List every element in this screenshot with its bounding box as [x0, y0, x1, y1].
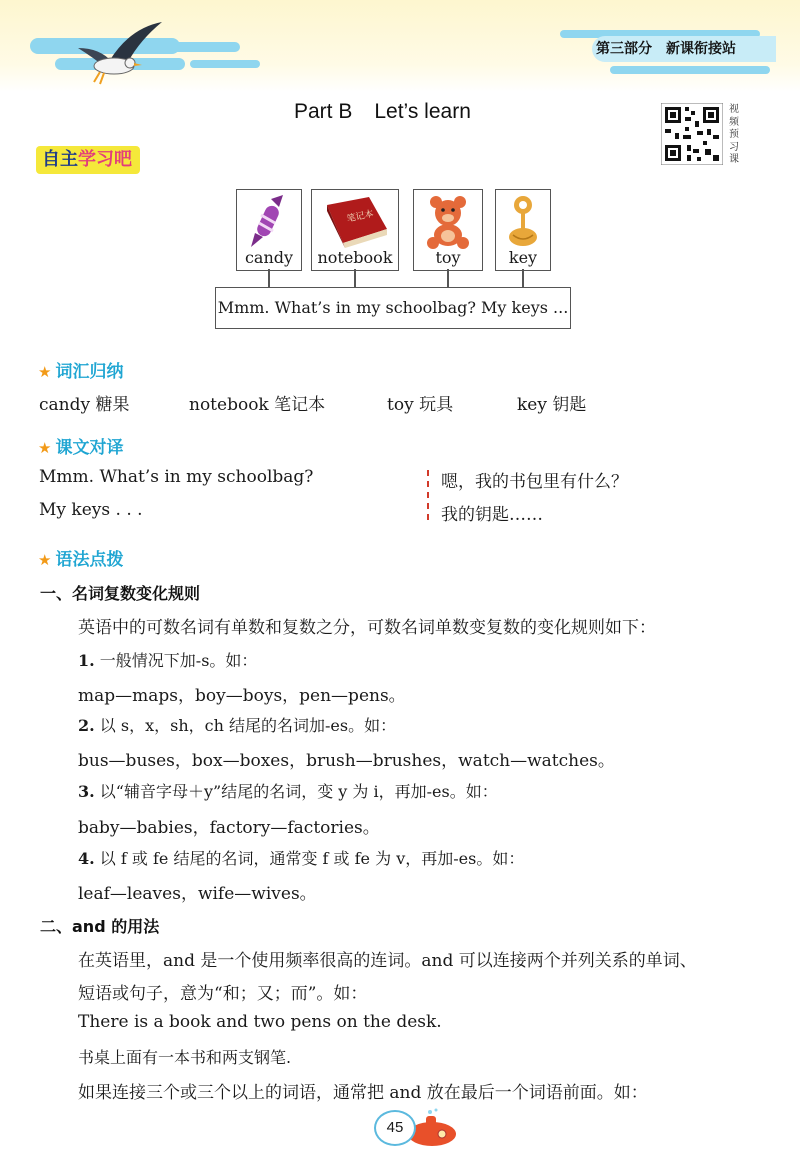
and-usage-line: 如果连接三个或三个以上的词语，通常把 and 放在最后一个词语前面。如： [78, 1083, 648, 1103]
and-usage-line: There is a book and two pens on the desk. [78, 1012, 442, 1032]
rule-title: 3. 以“辅音字母＋y”结尾的名词，变 y 为 i，再加-es。如： [78, 782, 498, 801]
rule-example: map—maps，boy—boys，pen—pens。 [78, 686, 406, 706]
section-heading-vocab: ★ 词汇归纳 [38, 362, 124, 382]
lesson-name: Let’s learn [374, 100, 471, 123]
and-usage-line: 短语或句子，意为“和；又；而”。如： [78, 984, 368, 1004]
picture-card-toy [413, 189, 483, 271]
picture-card-key [495, 189, 551, 271]
dialogue-zh-line: 我的钥匙…… [441, 505, 543, 525]
rule-example: leaf—leaves，wife—wives。 [78, 884, 317, 904]
notebook-cover-text: 笔记本 [346, 209, 375, 225]
page-number: 45 [374, 1110, 416, 1146]
vocab-item: key 钥匙 [517, 395, 587, 415]
picture-label: toy [435, 248, 461, 267]
picture-label: key [508, 248, 538, 267]
key-icon [503, 193, 543, 249]
dialogue-en-line: Mmm. What’s in my schoolbag? [39, 467, 314, 487]
qr-caption: 视 频 预 习 课 [729, 104, 739, 165]
and-usage-line: 书桌上面有一本书和两支钢笔. [78, 1048, 292, 1067]
rule-example: baby—babies，factory—factories。 [78, 818, 380, 838]
section-label: 第三部分 [596, 41, 652, 57]
connector-line [268, 269, 270, 287]
lesson-title [294, 100, 471, 124]
dialogue-zh-line: 嗯，我的书包里有什么？ [441, 472, 628, 492]
candy-icon [241, 193, 297, 249]
qr-code-icon[interactable] [661, 103, 723, 165]
study-badge: 自主学习吧 [36, 146, 140, 174]
star-icon: ★ [38, 551, 52, 569]
seagull-icon [70, 18, 170, 90]
rule-title: 4. 以 f 或 fe 结尾的名词，通常变 f 或 fe 为 v，再加-es。如： [78, 849, 525, 868]
lesson-part: Part B [294, 100, 353, 123]
vocab-item: toy 玩具 [387, 395, 454, 415]
picture-card-candy [236, 189, 302, 271]
section-heading-grammar: ★ 语法点拨 [38, 550, 124, 570]
star-icon: ★ [38, 439, 52, 457]
cloud-decoration [610, 66, 770, 74]
connector-line [522, 269, 524, 287]
section-heading-translation: ★ 课文对译 [38, 438, 124, 458]
teddy-bear-icon [419, 193, 477, 249]
notebook-icon [317, 193, 393, 249]
dialogue-en-line: My keys . . . [39, 500, 143, 520]
connector-line [447, 269, 449, 287]
dialogue-box: Mmm. What’s in my schoolbag? My keys ... [215, 287, 571, 329]
rule-example: bus—buses，box—boxes，brush—brushes，watch—watches。 [78, 751, 615, 771]
picture-card-notebook [311, 189, 399, 271]
grammar-intro: 英语中的可数名词有单数和复数之分，可数名词单数变复数的变化规则如下： [78, 618, 656, 638]
rule-title: 2. 以 s，x，sh，ch 结尾的名词加-es。如： [78, 716, 397, 735]
header-section-label [592, 36, 776, 62]
picture-label: candy [244, 248, 294, 267]
rule-title: 1. 一般情况下加-s。如： [78, 651, 258, 670]
grammar-subheading: 二、and 的用法 [40, 917, 160, 936]
grammar-subheading: 一、名词复数变化规则 [40, 584, 201, 603]
cloud-decoration [190, 60, 260, 68]
star-icon: ★ [38, 363, 52, 381]
picture-label: notebook [317, 248, 393, 267]
and-usage-line: 在英语里，and 是一个使用频率很高的连词。and 可以连接两个并列关系的单词、 [78, 951, 697, 971]
dashed-divider [427, 470, 429, 520]
vocab-item: notebook 笔记本 [189, 395, 326, 415]
connector-line [354, 269, 356, 287]
series-label: 新课衔接站 [666, 41, 736, 57]
vocab-item: candy 糖果 [39, 395, 130, 415]
